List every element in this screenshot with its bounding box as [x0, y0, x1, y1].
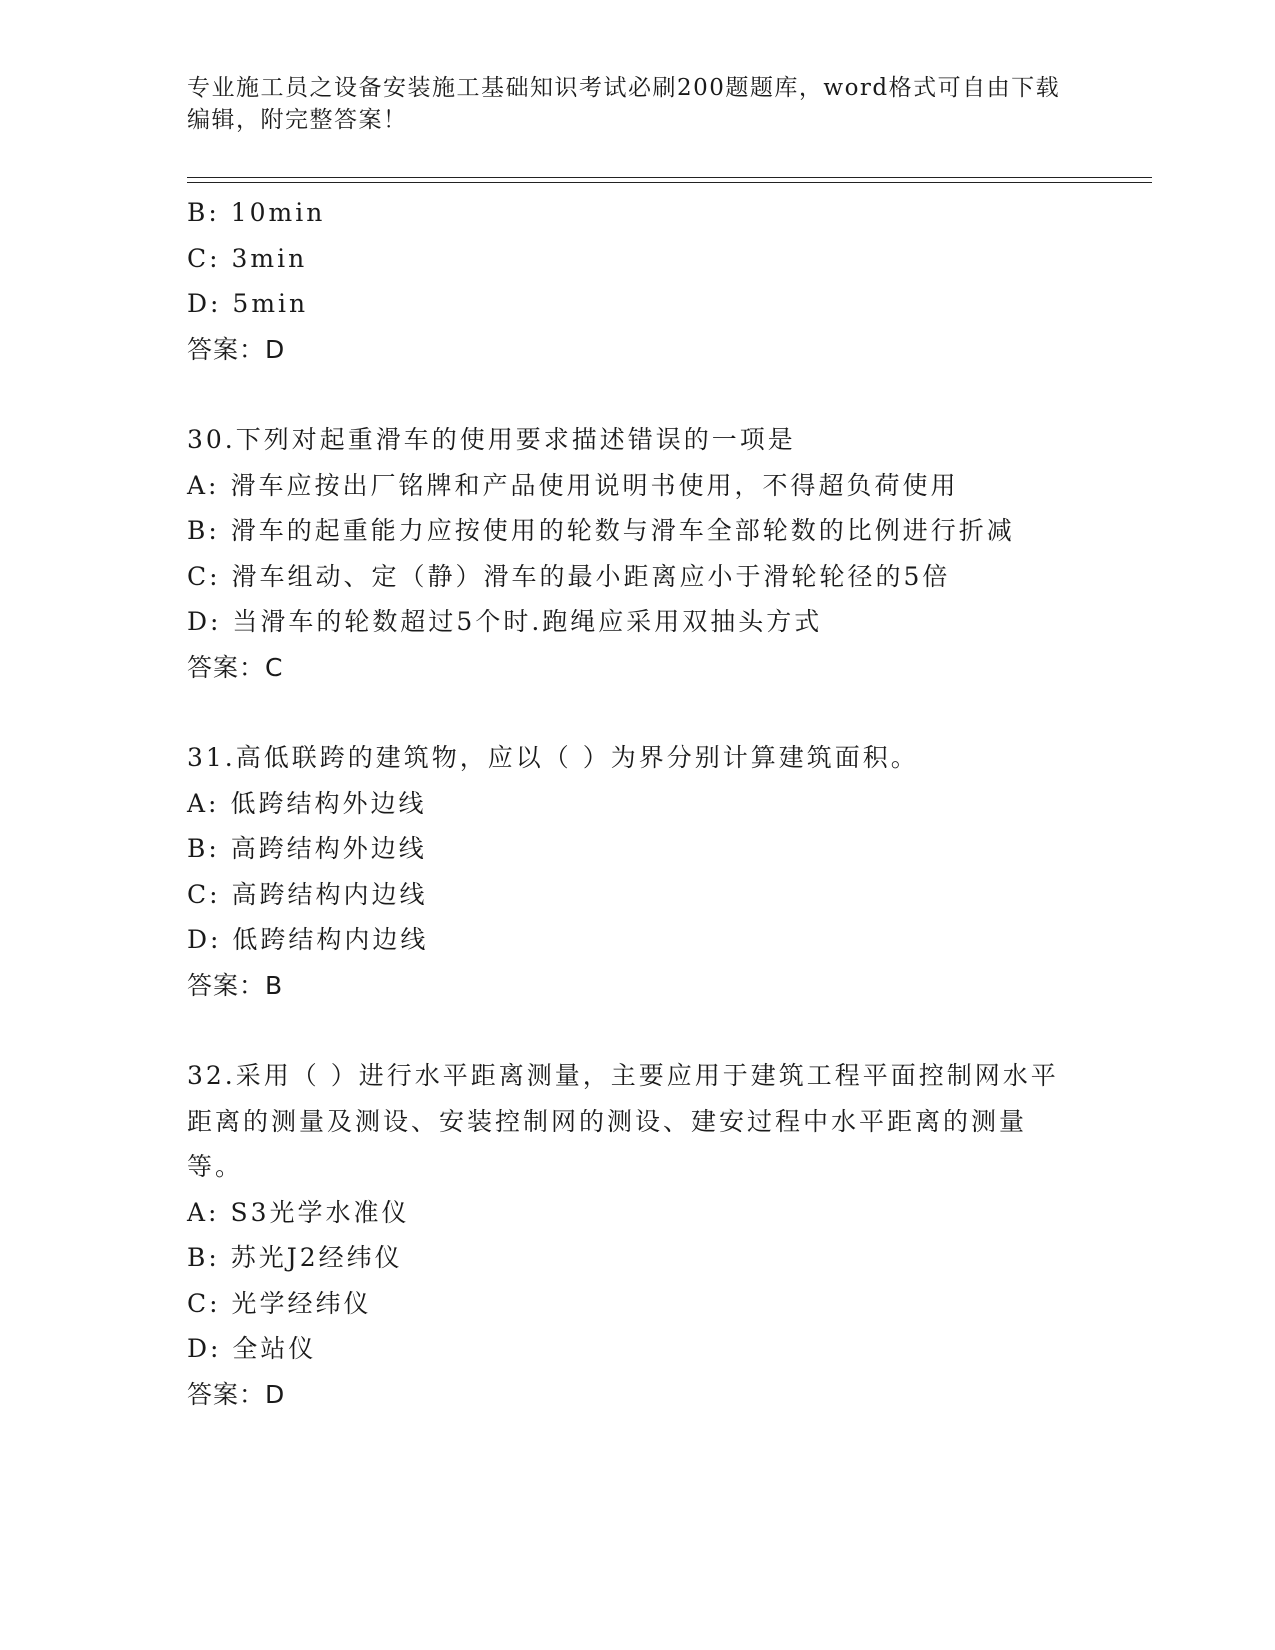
- option-label: A:: [187, 470, 220, 500]
- question-block-30: [187, 417, 1067, 690]
- option-text: S3光学水准仪: [230, 1197, 410, 1227]
- option-text: 滑车的起重能力应按使用的轮数与滑车全部轮数的比例进行折减: [230, 516, 1015, 545]
- option-text: 苏光J2经纬仪: [230, 1243, 403, 1272]
- option-text: 10min: [230, 198, 326, 227]
- option-d: [187, 599, 1067, 645]
- option-label: D:: [187, 607, 222, 636]
- option-text: 当滑车的轮数超过5个时.跑绳应采用双抽头方式: [232, 607, 823, 636]
- question-stem: 32.采用（ ）进行水平距离测量，主要应用于建筑工程平面控制网水平距离的测量及测设、安装控制网的测设、建安过程中水平距离的测量等。: [187, 1061, 1059, 1181]
- answer-line: 答案：D: [187, 334, 286, 364]
- option-label: C:: [187, 1288, 221, 1318]
- option-text: 低跨结构外边线: [230, 788, 427, 818]
- option-d: [187, 1326, 1067, 1372]
- option-label: B:: [187, 834, 220, 863]
- option-c: [187, 236, 1067, 282]
- option-label: D:: [187, 925, 222, 954]
- option-label: B:: [187, 198, 220, 227]
- option-b: [187, 190, 1067, 236]
- option-b: [187, 1235, 1067, 1281]
- question-stem: 31.高低联跨的建筑物，应以（ ）为界分别计算建筑面积。: [187, 743, 919, 772]
- option-text: 全站仪: [232, 1334, 317, 1363]
- answer-line: 答案：B: [187, 970, 284, 1000]
- question-block-32: [187, 1053, 1067, 1417]
- option-label: D:: [187, 1334, 222, 1363]
- document-header: 专业施工员之设备安装施工基础知识考试必刷200题题库，word格式可自由下载编辑，附完整答案！: [187, 75, 1061, 133]
- option-text: 滑车应按出厂铭牌和产品使用说明书使用，不得超负荷使用: [230, 470, 959, 500]
- header-rule-bottom: [187, 182, 1152, 183]
- question-block-partial: [187, 190, 1067, 372]
- option-b: [187, 826, 1067, 872]
- answer-line: 答案：D: [187, 1379, 286, 1409]
- option-text: 低跨结构内边线: [232, 925, 429, 954]
- header-rule-top: [187, 177, 1152, 178]
- option-text: 5min: [232, 289, 309, 318]
- option-a: [187, 781, 1067, 827]
- option-c: [187, 872, 1067, 918]
- option-a: [187, 1190, 1067, 1236]
- option-text: 3min: [231, 243, 308, 273]
- answer-line: 答案：C: [187, 652, 284, 682]
- question-list: [187, 190, 1067, 1417]
- option-label: C:: [187, 561, 221, 591]
- option-label: A:: [187, 788, 220, 818]
- option-text: 光学经纬仪: [231, 1288, 372, 1318]
- option-label: B:: [187, 516, 220, 545]
- option-b: [187, 508, 1067, 554]
- question-stem: 30.下列对起重滑车的使用要求描述错误的一项是: [187, 425, 796, 454]
- option-label: A:: [187, 1197, 220, 1227]
- option-label: C:: [187, 243, 221, 273]
- option-text: 高跨结构外边线: [230, 834, 427, 863]
- option-text: 滑车组动、定（静）滑车的最小距离应小于滑轮轮径的5倍: [231, 561, 951, 591]
- option-label: B:: [187, 1243, 220, 1272]
- option-d: [187, 917, 1067, 963]
- option-d: [187, 281, 1067, 327]
- option-a: [187, 463, 1067, 509]
- option-label: C:: [187, 879, 221, 909]
- option-c: [187, 1281, 1067, 1327]
- question-block-31: [187, 735, 1067, 1008]
- option-label: D:: [187, 289, 222, 318]
- option-text: 高跨结构内边线: [231, 879, 428, 909]
- option-c: [187, 554, 1067, 600]
